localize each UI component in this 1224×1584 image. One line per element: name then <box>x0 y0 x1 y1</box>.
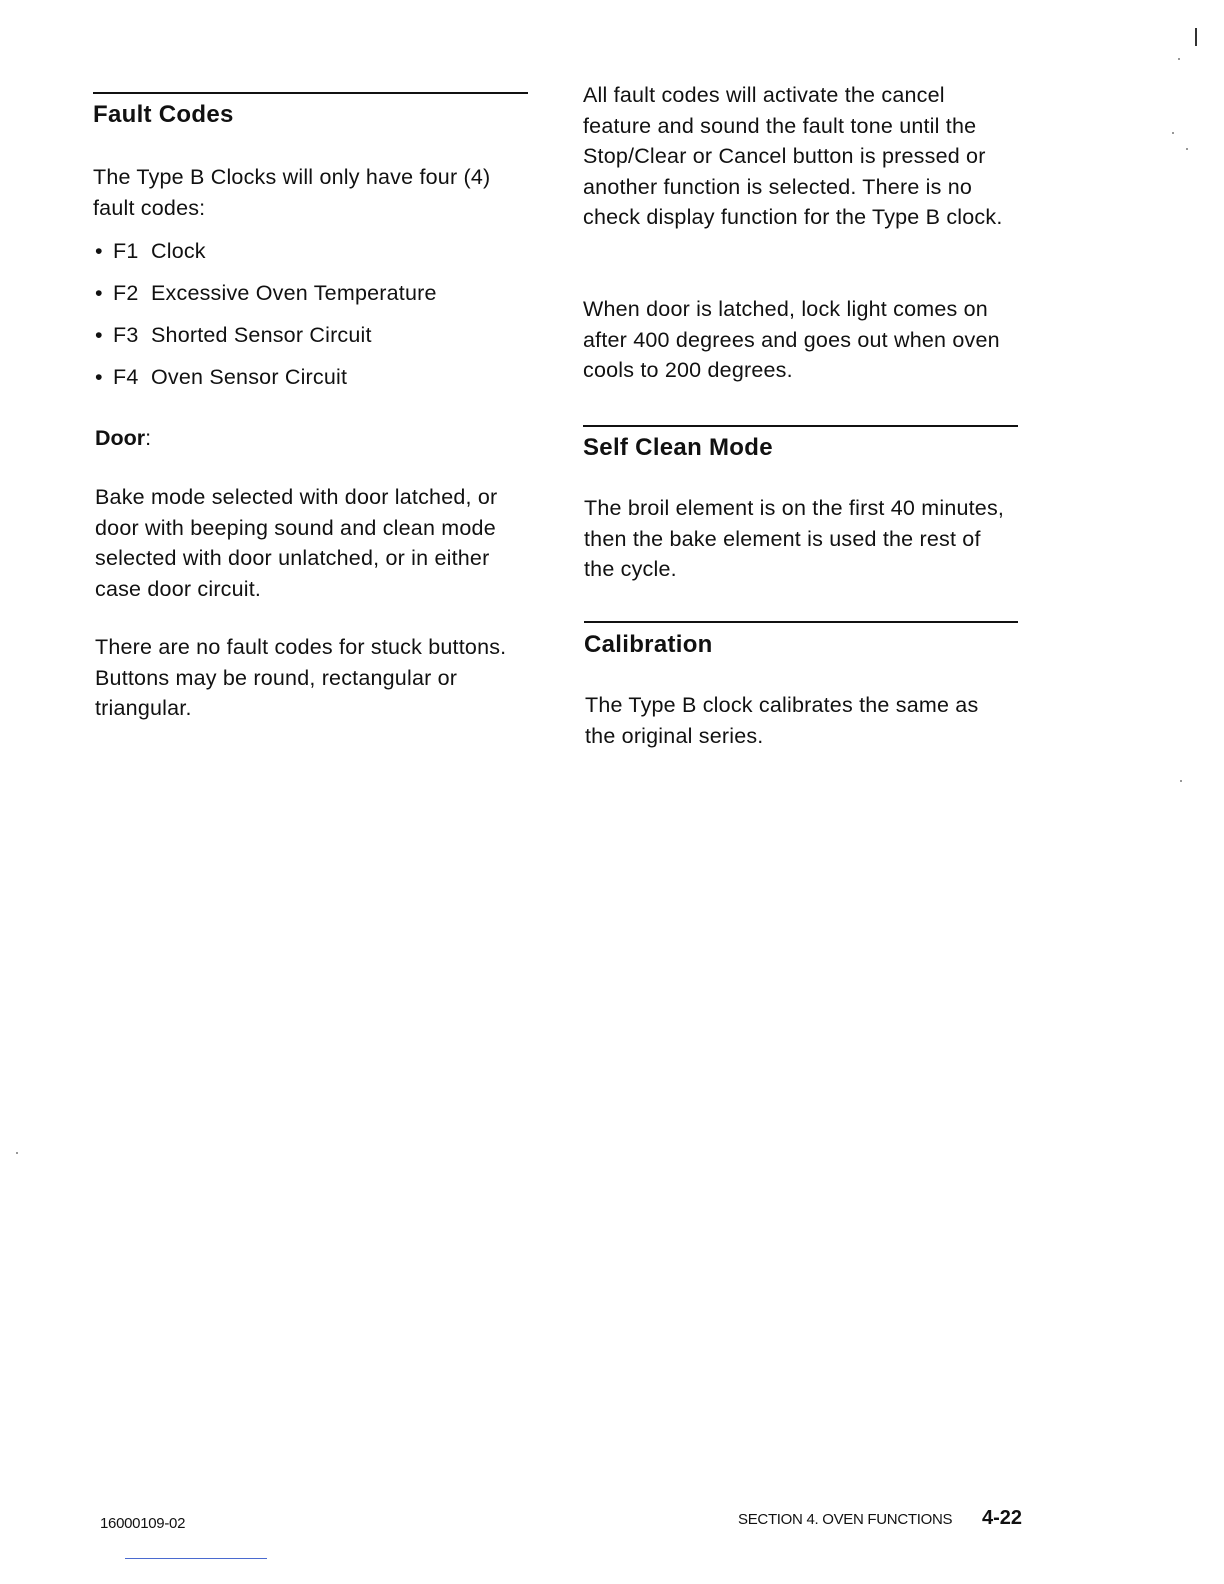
door-label-text: Door <box>95 426 146 450</box>
fault-code-description: Shorted Sensor Circuit <box>151 323 372 347</box>
scan-speck <box>1172 132 1174 134</box>
page-number: 4-22 <box>982 1507 1023 1529</box>
fault-code: F2 <box>113 281 139 305</box>
fault-code-item <box>95 236 206 266</box>
stuck-buttons-text: There are no fault codes for stuck buttons. Buttons may be round, rectangular or triangular. <box>95 635 507 720</box>
bullet-icon: • <box>95 365 103 389</box>
footer-blue-line <box>125 1558 267 1559</box>
fault-codes-heading: Fault Codes <box>93 101 234 128</box>
scan-speck <box>1178 58 1180 60</box>
calibration-heading: Calibration <box>584 631 713 658</box>
calibration-rule <box>584 621 1018 623</box>
cancel-feature-text: All fault codes will activate the cancel feature and sound the fault tone until the Stop/Clear or Cancel button is pressed or another function is selected. There is no check display function for the Type B clock. <box>583 83 1003 229</box>
self-clean-heading: Self Clean Mode <box>583 434 773 461</box>
lock-light-text: When door is latched, lock light comes on after 400 degrees and goes out when oven cools to 200 degrees. <box>583 297 1000 382</box>
section-title: SECTION 4. OVEN FUNCTIONS <box>738 1511 953 1528</box>
bullet-icon: • <box>95 323 103 347</box>
fault-code-description: Clock <box>151 239 206 263</box>
scan-speck <box>16 1152 18 1154</box>
fault-code-item <box>95 278 437 308</box>
document-number: 16000109-02 <box>100 1515 186 1532</box>
calibration-text: The Type B clock calibrates the same as the original series. <box>585 693 979 748</box>
fault-code: F4 <box>113 365 139 389</box>
fault-codes-intro: The Type B Clocks will only have four (4) fault codes: <box>93 165 491 220</box>
fault-code: F3 <box>113 323 139 347</box>
fault-codes-rule <box>93 92 528 94</box>
fault-code-description: Oven Sensor Circuit <box>151 365 348 389</box>
scan-speck <box>1186 148 1188 150</box>
door-label <box>95 423 151 453</box>
fault-code: F1 <box>113 239 139 263</box>
scan-speck <box>1180 780 1182 782</box>
scan-mark <box>1195 28 1197 46</box>
bullet-icon: • <box>95 239 103 263</box>
fault-code-description: Excessive Oven Temperature <box>151 281 437 305</box>
door-text: Bake mode selected with door latched, or door with beeping sound and clean mode selected with door unlatched, or in either case door circuit. <box>95 485 498 601</box>
bullet-icon: • <box>95 281 103 305</box>
self-clean-rule <box>583 425 1018 427</box>
fault-code-item <box>95 362 347 392</box>
fault-code-item <box>95 320 372 350</box>
self-clean-text: The broil element is on the first 40 minutes, then the bake element is used the rest of the cycle. <box>584 496 1005 581</box>
door-label-suffix: : <box>145 426 152 450</box>
